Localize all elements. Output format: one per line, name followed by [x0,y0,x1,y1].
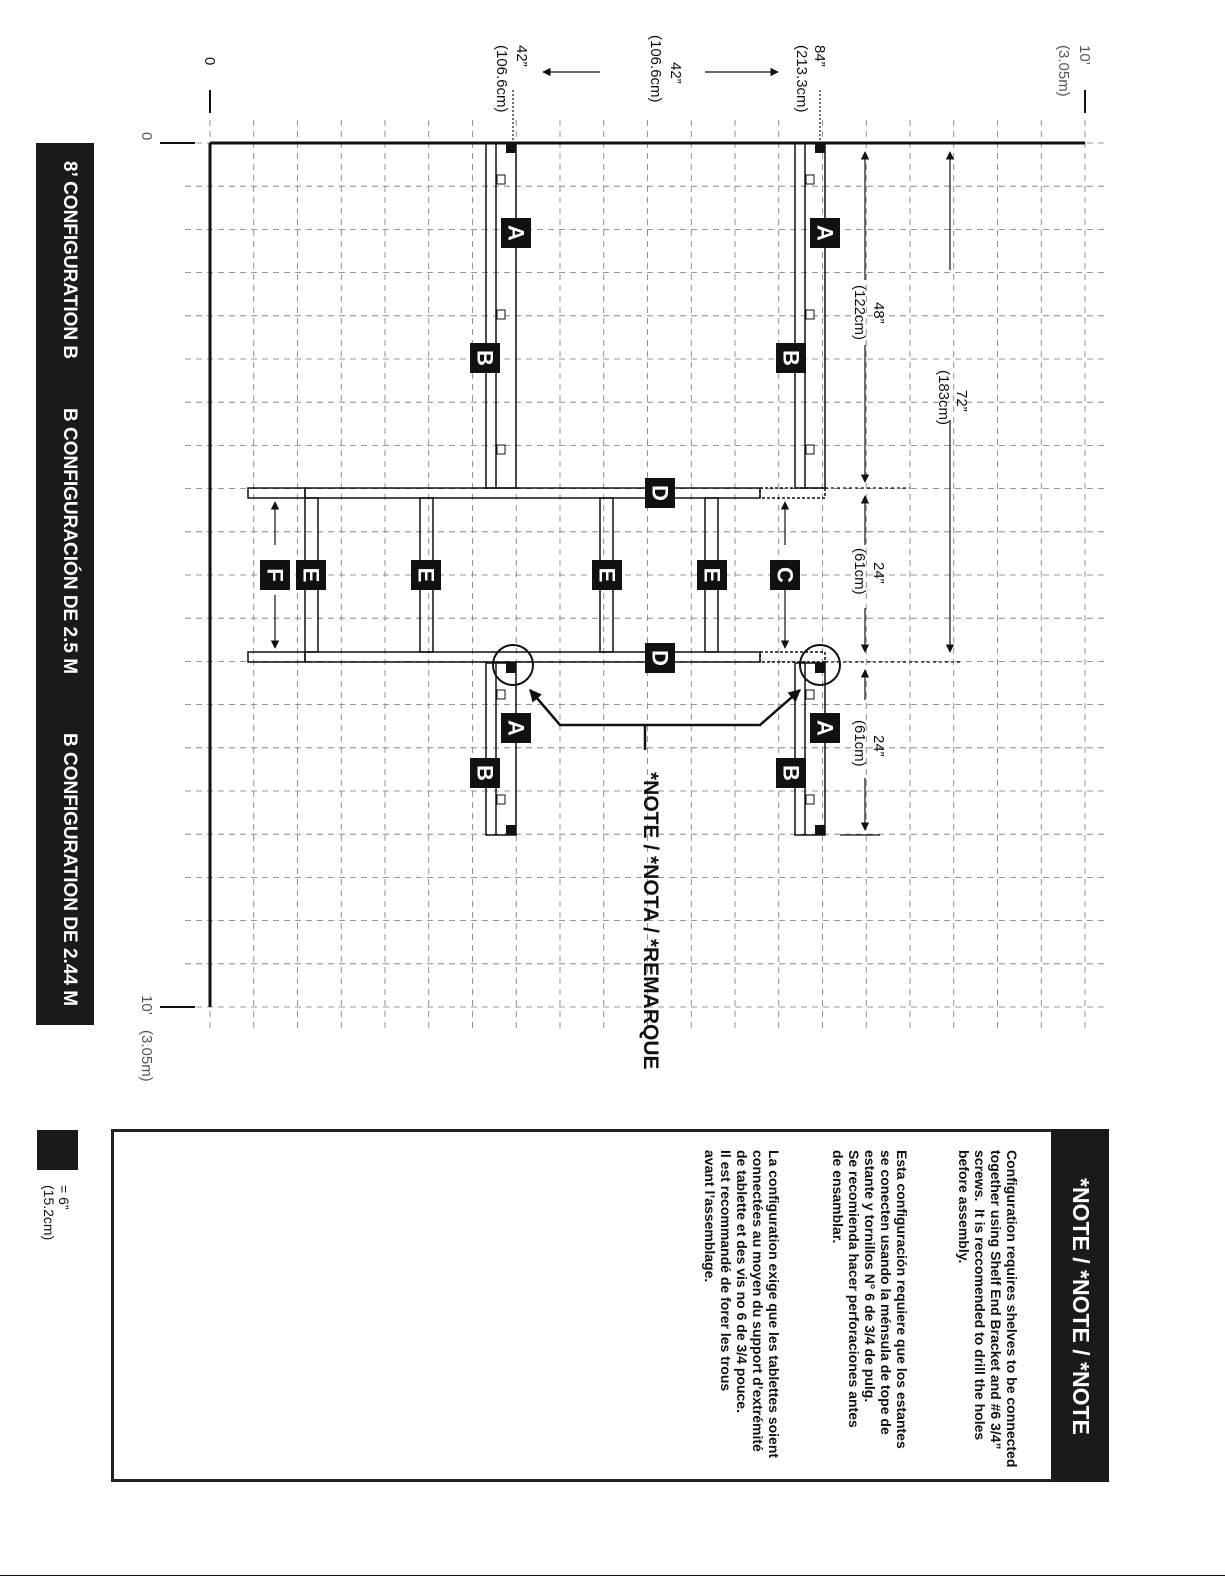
banner-title-fr: B CONFIGURATION DE 2.44 M [59,733,80,1007]
svg-text:F: F [262,568,288,582]
svg-text:B: B [778,765,804,781]
svg-text:A: A [812,225,838,241]
part-label-a [501,218,531,248]
axis-label-top-10ft: 10’ [1076,45,1093,66]
scale-metric: (15.2cm) [41,1185,57,1241]
bottom-rule [0,1575,1225,1576]
scale-equals: = 6” [56,1185,72,1210]
part-label-b [776,343,806,373]
note-title: *NOTE / *NOTE / *NOTE [1068,1178,1094,1435]
svg-text:D: D [647,650,673,666]
scale-square [37,1130,78,1170]
part-label-b [776,758,806,788]
part-label-a [501,713,531,743]
callout-note-label: *NOTE / *NOTA / *REMARQUE [639,772,662,1070]
note-text-es: Esta configuración requiere que los estantes se conecten usando la ménsula de tope de estante y tornillos N° 6 de 3/4 de pulg. Se recomienda hacer perforaciones antes de ensamblar. [830,1150,910,1449]
part-label-e [411,560,441,590]
note-text-en: Configuration requires shelves to be connected together using Shelf End Bracket and #6 3/4” screws. It is reccomended to drill the holes before assembly. [956,1150,1020,1468]
dimension-42-left-metric: (106.6cm) [493,45,510,113]
configuration-banner [36,143,94,1025]
axis-label-bottom-10ft: 10’ [138,995,155,1016]
part-label-b [470,758,500,788]
svg-text:B: B [472,765,498,781]
dimension-24-upper: 24” [870,562,887,584]
banner-title-en: 8’ CONFIGURATION B [59,161,80,360]
svg-text:A: A [503,225,529,241]
note-text-fr: La configuration exige que les tablettes soient connectées au moyen du support d’extrémité de tablette et des vis no 6 de 3/4 pouce. Il est recommandé de forer les trous avant l’assemblage. [702,1150,782,1459]
dimension-42-right-metric: (106.6cm) [647,35,664,103]
svg-text:D: D [647,485,673,501]
part-label-c [770,560,800,590]
dimension-42-left: 42” [513,45,530,67]
svg-text:C: C [772,567,798,583]
dimension-24-upper-metric: (61cm) [851,548,868,595]
part-label-e [296,560,326,590]
axis-label-left-zero: 0 [138,132,155,141]
part-label-a [810,218,840,248]
axis-rulers [160,90,1085,1007]
dimension-84-metric: (213.3cm) [793,45,810,113]
svg-text:A: A [503,720,529,736]
part-label-e [697,560,727,590]
part-label-a [810,713,840,743]
dimension-48-metric: (122cm) [851,285,868,341]
axis-label-bottom-metric: (3.05m) [138,1030,155,1082]
part-labels [260,218,840,788]
dimension-84: 84” [811,45,828,67]
part-label-b [470,343,500,373]
dimension-42-right: 42” [667,62,684,84]
part-label-d [645,643,675,673]
dimension-24-lower: 24” [870,735,887,757]
svg-text:E: E [699,567,725,583]
banner-title-es: B CONFIGURACIÓN DE 2.5 M [59,408,80,675]
svg-text:E: E [594,567,620,583]
part-label-e [592,560,622,590]
svg-text:B: B [778,350,804,366]
dimension-72: 72” [953,390,970,412]
axis-label-top-metric: (3.05m) [1055,45,1072,97]
svg-text:A: A [812,720,838,736]
dimension-48: 48” [870,302,887,324]
axis-label-top-zero: 0 [201,57,218,66]
dimension-72-metric: (183cm) [935,370,952,426]
part-label-d [645,478,675,508]
svg-text:E: E [298,567,324,583]
svg-text:B: B [472,350,498,366]
part-label-f [260,560,290,590]
dimension-24-lower-metric: (61cm) [851,720,868,767]
svg-text:E: E [413,567,439,583]
